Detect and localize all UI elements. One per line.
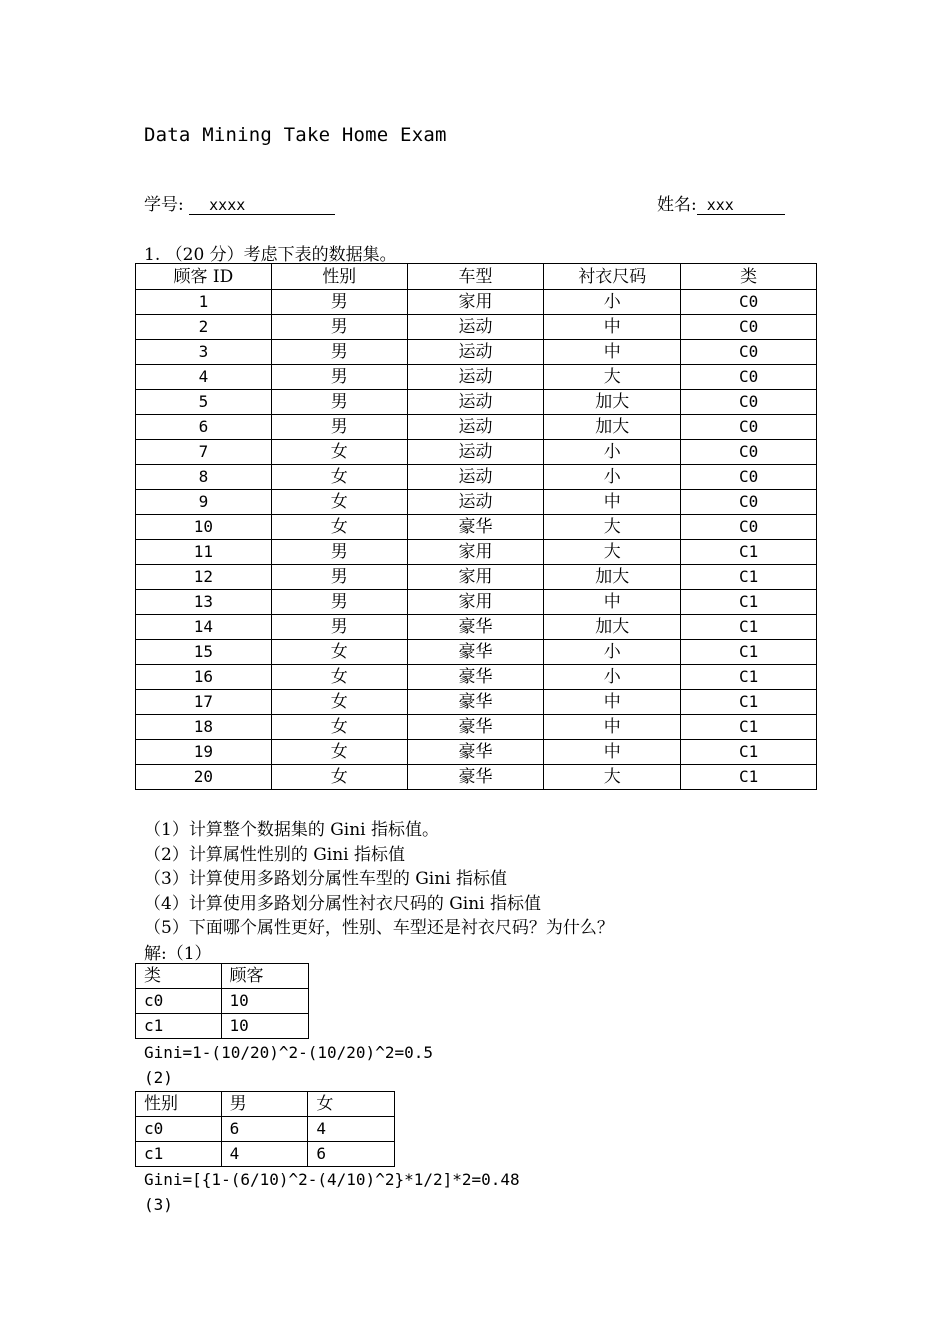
student-id-value: xxxx [189, 196, 335, 215]
column-header: 性别 [271, 264, 407, 290]
table-cell: C0 [681, 490, 817, 515]
table-cell: 男 [271, 615, 407, 640]
table-cell: 4 [136, 365, 272, 390]
table-cell: 8 [136, 465, 272, 490]
table-cell: 豪华 [407, 665, 544, 690]
table-row [136, 340, 817, 365]
table-row [136, 465, 817, 490]
subquestion-2: （2）计算属性性别的 Gini 指标值 [144, 844, 406, 865]
table-cell: C0 [681, 340, 817, 365]
table-cell: 4 [221, 1142, 308, 1167]
table-cell: 4 [308, 1117, 395, 1142]
table-cell: 女 [271, 515, 407, 540]
table-cell: C1 [681, 740, 817, 765]
table-cell: 13 [136, 590, 272, 615]
table-row [136, 315, 817, 340]
table-body [136, 290, 817, 790]
table-cell: 女 [271, 690, 407, 715]
table-cell: 1 [136, 290, 272, 315]
table-cell: 2 [136, 315, 272, 340]
table-cell: 9 [136, 490, 272, 515]
subquestion-4: （4）计算使用多路划分属性衬衣尺码的 Gini 指标值 [144, 893, 542, 914]
table-cell: 18 [136, 715, 272, 740]
table-cell: 中 [544, 590, 681, 615]
table-row [136, 1117, 395, 1142]
column-header: 男 [221, 1092, 308, 1117]
table-cell: C1 [681, 715, 817, 740]
table-cell: 加大 [544, 615, 681, 640]
table-cell: 10 [221, 1014, 309, 1039]
column-header: 性别 [136, 1092, 222, 1117]
table-cell: 运动 [407, 465, 544, 490]
table-cell: 16 [136, 665, 272, 690]
table-cell: 加大 [544, 415, 681, 440]
table-row [136, 515, 817, 540]
name-value: xxx [697, 196, 785, 215]
name-line [657, 190, 785, 215]
table-cell: 中 [544, 740, 681, 765]
table-row [136, 415, 817, 440]
table-row [136, 640, 817, 665]
table-cell: 6 [136, 415, 272, 440]
table-row [136, 740, 817, 765]
table-cell: 家用 [407, 565, 544, 590]
table-cell: 大 [544, 540, 681, 565]
table-cell: 运动 [407, 490, 544, 515]
table-cell: C0 [681, 415, 817, 440]
table-row [136, 615, 817, 640]
table-cell: 小 [544, 640, 681, 665]
gini-formula-1: Gini=1-(10/20)^2-(10/20)^2=0.5 [144, 1043, 433, 1062]
table-cell: 运动 [407, 340, 544, 365]
table-header-row [136, 264, 817, 290]
table-cell: 中 [544, 715, 681, 740]
table-cell: 加大 [544, 565, 681, 590]
table-cell: 运动 [407, 415, 544, 440]
table-cell: 家用 [407, 540, 544, 565]
table-cell: C0 [681, 365, 817, 390]
table-row [136, 290, 817, 315]
table-cell: C1 [681, 615, 817, 640]
table-cell: 中 [544, 690, 681, 715]
table-cell: 运动 [407, 390, 544, 415]
table-cell: 男 [271, 365, 407, 390]
table-cell: 家用 [407, 590, 544, 615]
table-cell: 加大 [544, 390, 681, 415]
table-cell: 女 [271, 715, 407, 740]
solution-label: 解:（1） [144, 944, 212, 964]
subquestion-3: （3）计算使用多路划分属性车型的 Gini 指标值 [144, 869, 508, 889]
table-cell: 大 [544, 515, 681, 540]
table-row [136, 1014, 309, 1039]
table-row [136, 365, 817, 390]
part-3-label: (3) [144, 1195, 173, 1214]
table-cell: 男 [271, 315, 407, 340]
table-cell: 大 [544, 365, 681, 390]
table-cell: C1 [681, 665, 817, 690]
gender-count-table [135, 1091, 395, 1167]
table-cell: 女 [271, 765, 407, 790]
table-cell: 女 [271, 465, 407, 490]
column-header: 车型 [407, 264, 544, 290]
table-cell: 男 [271, 340, 407, 365]
table-row [136, 765, 817, 790]
table-cell: C1 [681, 765, 817, 790]
table-cell: c0 [136, 989, 222, 1014]
table-cell: 小 [544, 665, 681, 690]
table-cell: 11 [136, 540, 272, 565]
column-header: 衬衣尺码 [544, 264, 681, 290]
table-cell: 20 [136, 765, 272, 790]
table-cell: 男 [271, 565, 407, 590]
table-row [136, 590, 817, 615]
table-cell: 豪华 [407, 690, 544, 715]
table-cell: 7 [136, 440, 272, 465]
table-row [136, 989, 309, 1014]
gini-formula-2: Gini=[{1-(6/10)^2-(4/10)^2}*1/2]*2=0.48 [144, 1170, 520, 1189]
table-header-row [136, 964, 309, 989]
table-cell: 6 [221, 1117, 308, 1142]
subquestion-1: （1）计算整个数据集的 Gini 指标值。 [144, 820, 440, 840]
table-cell: 女 [271, 740, 407, 765]
table-cell: 10 [221, 989, 309, 1014]
student-id-line [144, 190, 335, 215]
subquestion-5: （5）下面哪个属性更好，性别、车型还是衬衣尺码？为什么？ [144, 918, 614, 938]
table-cell: 运动 [407, 440, 544, 465]
table-cell: 豪华 [407, 740, 544, 765]
table-cell: C1 [681, 690, 817, 715]
table-cell: 中 [544, 340, 681, 365]
table-cell: 男 [271, 415, 407, 440]
table-cell: 家用 [407, 290, 544, 315]
table-cell: C0 [681, 390, 817, 415]
table-cell: 豪华 [407, 765, 544, 790]
column-header: 类 [136, 964, 222, 989]
table-cell: 大 [544, 765, 681, 790]
table-cell: 15 [136, 640, 272, 665]
table-cell: 豪华 [407, 715, 544, 740]
table-cell: 豪华 [407, 515, 544, 540]
table-row [136, 690, 817, 715]
table-cell: C1 [681, 590, 817, 615]
table-cell: 14 [136, 615, 272, 640]
exam-title: Data Mining Take Home Exam [144, 124, 447, 146]
table-cell: C0 [681, 440, 817, 465]
class-count-table [135, 963, 309, 1039]
table-cell: 中 [544, 315, 681, 340]
table-cell: c1 [136, 1142, 222, 1167]
table-cell: 中 [544, 490, 681, 515]
name-label: 姓名: [657, 195, 697, 215]
table-cell: 5 [136, 390, 272, 415]
table-row [136, 390, 817, 415]
table-cell: 女 [271, 440, 407, 465]
table-row [136, 715, 817, 740]
table-cell: 小 [544, 465, 681, 490]
table-cell: 3 [136, 340, 272, 365]
table-cell: C1 [681, 540, 817, 565]
table-cell: 运动 [407, 365, 544, 390]
column-header: 女 [308, 1092, 395, 1117]
table-row [136, 1142, 395, 1167]
table-cell: C1 [681, 640, 817, 665]
table-header-row [136, 1092, 395, 1117]
table-cell: 男 [271, 540, 407, 565]
table-row [136, 490, 817, 515]
table-cell: 小 [544, 440, 681, 465]
table-cell: C1 [681, 565, 817, 590]
table-cell: C0 [681, 465, 817, 490]
student-id-label: 学号: [144, 195, 184, 215]
table-cell: 运动 [407, 315, 544, 340]
table-cell: 女 [271, 640, 407, 665]
part-2-label: (2) [144, 1068, 173, 1087]
table-row [136, 540, 817, 565]
column-header: 类 [681, 264, 817, 290]
table-row [136, 440, 817, 465]
table-cell: 男 [271, 290, 407, 315]
table-cell: 6 [308, 1142, 395, 1167]
table-cell: 女 [271, 490, 407, 515]
table-cell: 男 [271, 390, 407, 415]
table-cell: 19 [136, 740, 272, 765]
dataset-table [135, 263, 817, 790]
table-cell: 豪华 [407, 615, 544, 640]
table-cell: 男 [271, 590, 407, 615]
table-cell: c0 [136, 1117, 222, 1142]
table-cell: C0 [681, 315, 817, 340]
table-row [136, 665, 817, 690]
question-1: 1. （20 分）考虑下表的数据集。 [144, 245, 397, 265]
table-cell: C0 [681, 515, 817, 540]
table-cell: 17 [136, 690, 272, 715]
table-row [136, 565, 817, 590]
column-header: 顾客 ID [136, 264, 272, 290]
table-cell: 豪华 [407, 640, 544, 665]
table-cell: 女 [271, 665, 407, 690]
table-cell: 小 [544, 290, 681, 315]
table-cell: C0 [681, 290, 817, 315]
table-cell: 10 [136, 515, 272, 540]
column-header: 顾客 [221, 964, 309, 989]
table-cell: 12 [136, 565, 272, 590]
table-cell: c1 [136, 1014, 222, 1039]
